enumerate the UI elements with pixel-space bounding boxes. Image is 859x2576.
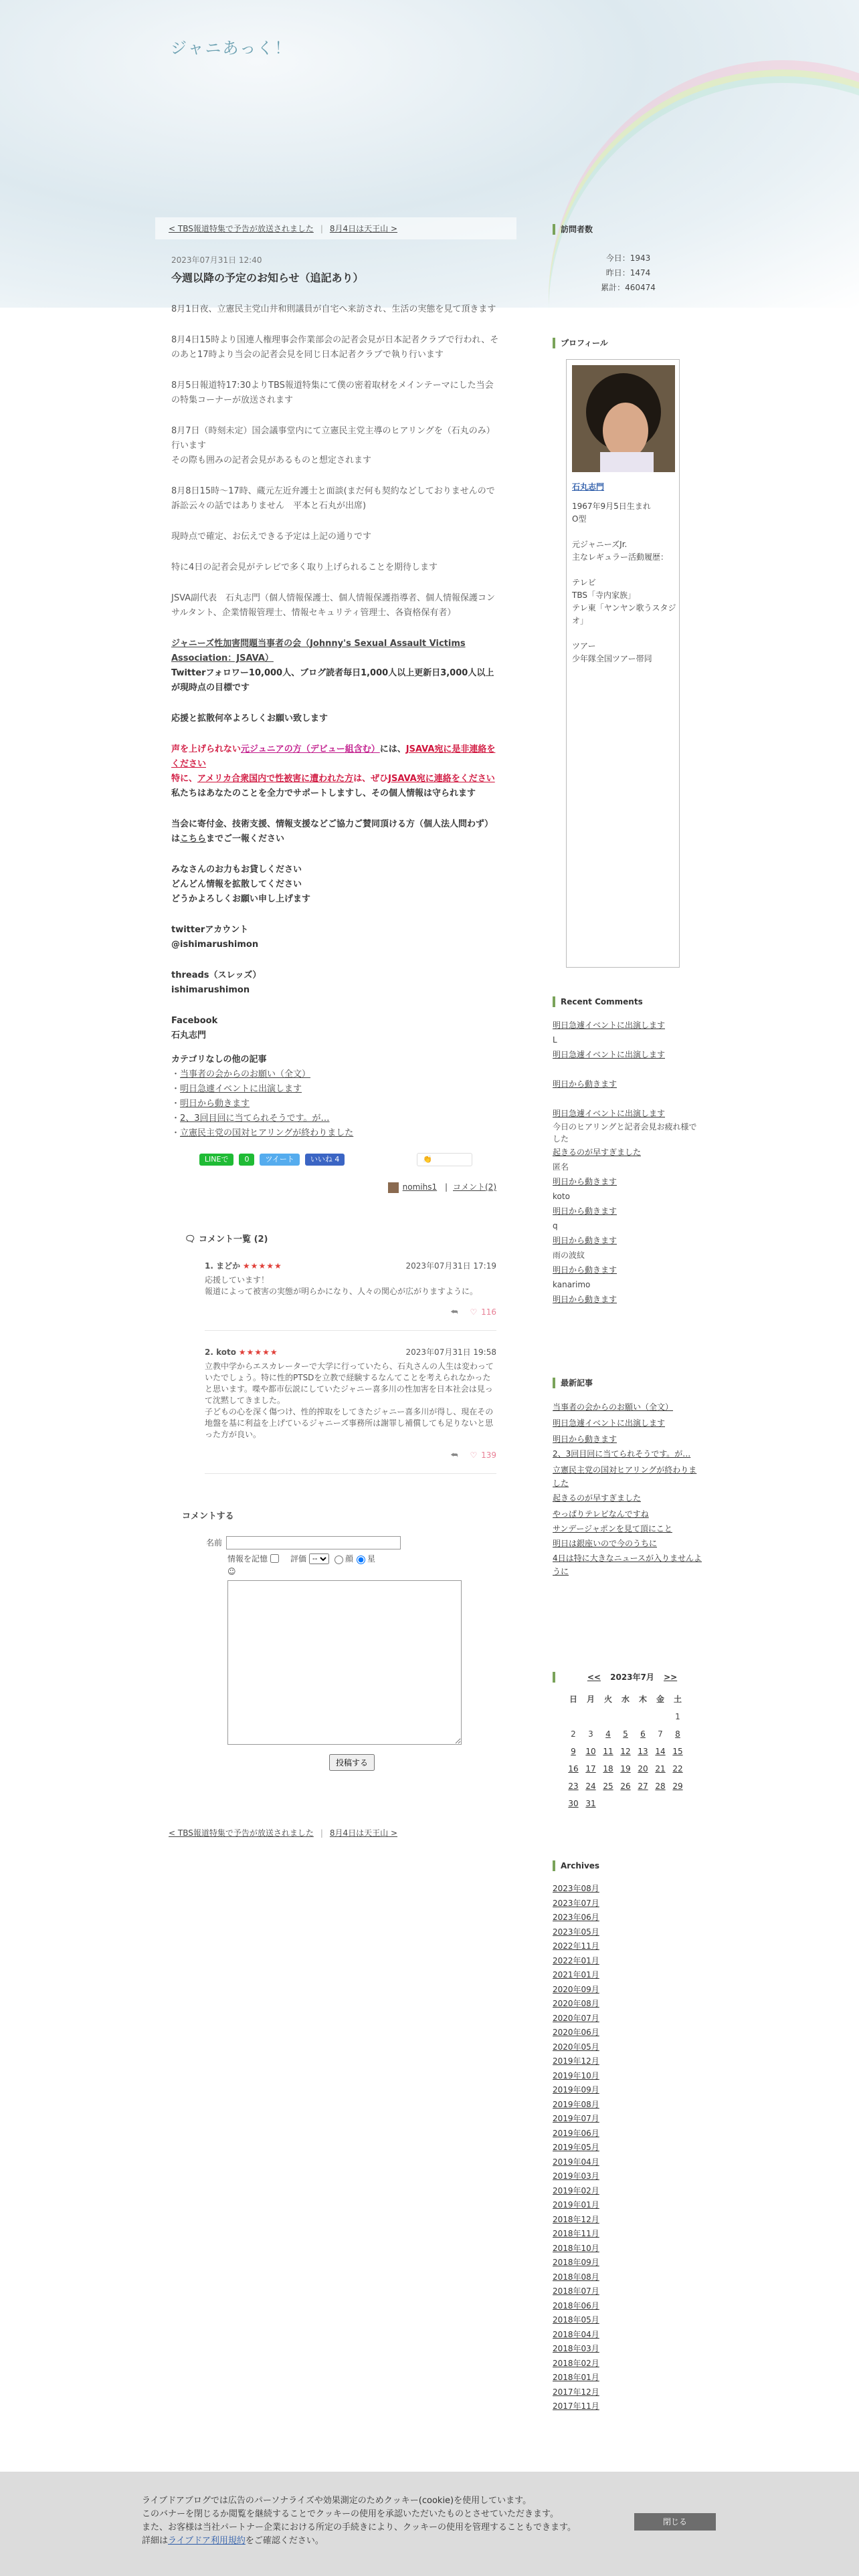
profile-line: テレビ [572,578,596,587]
profile-photo[interactable] [572,365,675,472]
profile-line: 少年隊全国ツアー帯同 [572,654,652,663]
recent-comment-author: koto [553,1192,570,1201]
next-article-link[interactable]: 8月4日は天王山 > [329,224,398,233]
like-count: 116 [481,1307,496,1317]
reaction-count: 1,530 [440,1155,462,1164]
archives-list [553,1882,704,2414]
line-share-button[interactable]: LINEで [199,1154,234,1166]
visits-total: 累計：460474 [601,283,656,292]
comment-name: 2. koto [205,1347,236,1357]
profile-line: 元ジャニーズJr. [572,540,628,549]
weekday-header: 日 [569,1695,577,1704]
rating-stars: ★★★★★ [242,1261,282,1271]
weekday-header: 水 [621,1695,630,1704]
latest-posts-list [553,1399,704,1578]
archive-link[interactable]: 2022年11月 [553,1941,599,1951]
threads-id: ishimarushimon [171,985,250,995]
archive-link[interactable]: 2018年06月 [553,2300,599,2311]
emoji-icon[interactable]: ☺ [227,1566,236,1576]
site-title[interactable]: ジャニあっく！ [171,39,292,58]
rating-label: 評価 [290,1554,307,1564]
cookie-line: ライブドアブログでは広告のパーソナライズや効果測定のためクッキー(cookie)を使用しています。 [142,2496,532,2506]
calendar-day-link[interactable]: 16 [568,1764,579,1774]
paragraph: JSVA副代表 石丸志門（個人情報保護士、個人情報保護指導者、個人情報保護コンサルタント、企業情報管理士、情報セキュリティ管理士、各資格保有者） [171,593,496,618]
visits-today: 今日：1943 [605,253,651,263]
archive-link[interactable]: 2020年05月 [553,2042,599,2052]
calendar-day-link[interactable]: 23 [568,1782,579,1791]
recent-comment-link[interactable]: 明日急遽イベントに出演します [553,1050,666,1059]
comment-name: 1. まどか [205,1261,241,1271]
calendar-day-link[interactable]: 8 [675,1729,680,1739]
archive-link[interactable]: 2018年01月 [553,2373,599,2382]
submit-comment-button[interactable]: 投稿する [329,1754,375,1771]
profile-line: O型 [572,514,587,524]
profile-box [566,359,680,968]
paragraph: 8月5日報道特17:30よりTBS報道特集にて僕の密着取材をメインテーマにした当会の特集コーナーが放送されます [171,381,494,405]
cookie-line: また、お客様は当社パートナー企業における所定の手続きにより、クッキーの使用を管理することもできます。 [142,2523,576,2533]
twitter-id: @ishimarushimon [171,940,259,950]
latest-post-link[interactable]: 起きるのが早すぎました [553,1493,642,1503]
list-item: ・2、3回目回に当てられそうです。が… [171,1113,330,1123]
calendar-day-link[interactable]: 6 [640,1729,646,1739]
terms-link[interactable]: ライブドア利用規約 [168,2536,246,2546]
like-icon[interactable]: ♡ [470,1450,478,1460]
facebook-id: 石丸志門 [171,1031,207,1041]
archive-link[interactable]: 2017年11月 [553,2401,599,2411]
profile-line: テレ東「ヤンヤン歌うスタジオ」 [572,603,676,625]
weekday-header: 木 [638,1695,647,1704]
archives-widget [553,1860,704,2414]
calendar-day-link[interactable]: 17 [585,1764,596,1774]
archive-link[interactable]: 2017年12月 [553,2387,599,2397]
recent-comment-link[interactable]: 明日から動きます [553,1236,617,1245]
comments-title: コメント一覧 (2) [199,1234,268,1245]
share-bar [155,1153,516,1166]
author-avatar [388,1182,399,1193]
main-column [155,217,516,1838]
calendar-day-link[interactable]: 15 [672,1747,683,1756]
calendar-day-link[interactable]: 9 [571,1747,576,1756]
calendar-day: 1 [675,1712,680,1721]
archive-link[interactable]: 2019年02月 [553,2185,599,2195]
comment-item [205,1347,496,1474]
post-date: 2023年07月31日 12:40 [171,255,262,265]
latest-post-link[interactable]: 当事者の会からのお願い（全文） [553,1402,674,1412]
archive-link[interactable]: 2019年08月 [553,2099,599,2109]
calendar-prev-link[interactable]: << [587,1673,601,1682]
list-item: ・当事者の会からのお願い（全文） [171,1069,311,1079]
calendar-title: 2023年7月 [610,1673,654,1682]
profile-line: TBS「寺内家族」 [572,591,636,600]
widget-title: 訪問者数 [553,224,704,235]
related-link[interactable]: 2、3回目回に当てられそうです。が… [180,1113,330,1123]
comment-form-title: コメントする [182,1511,234,1521]
archive-link[interactable]: 2019年10月 [553,2070,599,2080]
jsva-paragraph [171,637,500,666]
facebook-account [171,1014,500,1043]
archive-link[interactable]: 2019年06月 [553,2128,599,2138]
former-junior-link[interactable]: 元ジュニアの方（デビュー組含む） [241,744,380,754]
profile-line: ツアー [572,641,596,651]
visitor-widget [553,224,704,295]
face-label: 顔 [345,1554,354,1564]
comment-textarea[interactable] [227,1580,462,1745]
recent-comment-link[interactable]: 明日から動きます [553,1265,617,1275]
latest-post-link[interactable]: 明日急遽イベントに出演します [553,1418,666,1428]
widget-title: 最新記事 [553,1378,704,1388]
comment-text: 応援しています！ 報道によって被害の実態が明らかになり、人々の関心が広がりますように。 [205,1275,478,1296]
cookie-line: このバナーを閉じるか閲覧を継続することでクッキーの使用を承認いただいたものとさせていただきます。 [142,2509,559,2519]
calendar-widget [553,1672,704,1812]
related-link[interactable]: 当事者の会からのお願い（全文） [180,1069,311,1079]
support-request: 応援と拡散何卒よろしくお願い致します [171,714,328,724]
facebook-like-button[interactable]: いいね 4 [305,1154,345,1166]
latest-post-link[interactable]: 明日から動きます [553,1434,617,1444]
calendar-day: 2 [571,1729,576,1739]
calendar-day-link[interactable]: 30 [568,1799,579,1808]
recent-comment-link[interactable]: 明日急遽イベントに出演します [553,1109,666,1118]
archive-link[interactable]: 2020年07月 [553,2013,599,2023]
closing-lines [171,863,500,907]
weekday-header: 金 [656,1695,664,1704]
recent-comment-link[interactable]: 明日から動きます [553,1177,617,1186]
reply-icon[interactable]: ⮪ [450,1450,458,1460]
separator: | [444,1182,448,1192]
donation-link[interactable]: こちら [180,834,207,844]
comment-form [155,1535,516,1771]
name-label: 名前 [206,1538,223,1547]
closing-line: みなさんのお力もお貸しください [171,865,302,875]
prev-article-link[interactable]: < TBS報道特集で予告が放送されました [169,1828,314,1838]
remember-checkbox[interactable] [270,1554,279,1563]
archive-link[interactable]: 2019年01月 [553,2200,599,2210]
recent-comment-link[interactable]: 明日から動きます [553,1206,617,1216]
text: には、 [379,744,406,754]
call-to-victims [171,742,500,786]
comment-item [205,1261,496,1331]
related-title: カテゴリなしの他の記事 [171,1055,267,1065]
calendar-day-link[interactable]: 13 [638,1747,648,1756]
label: threads（スレッズ） [171,970,262,980]
pager-separator: | [320,224,323,233]
archive-link[interactable]: 2019年05月 [553,2143,599,2152]
archive-link[interactable]: 2018年03月 [553,2344,599,2353]
widget-title: プロフィール [553,338,704,348]
list-item: ・立憲民主党の国対ヒアリングが終わりました [171,1128,354,1138]
paragraph: 特に4日の記者会見がテレビで多く取り上げられることを期待します [171,562,438,572]
archive-link[interactable]: 2019年09月 [553,2085,599,2095]
recent-comment-author: 雨の波紋 [553,1251,585,1260]
latest-post-link[interactable]: 2、3回目回に当てられそうです。が… [553,1449,691,1459]
cookie-banner [0,2472,859,2576]
post-title[interactable]: 今週以降の予定のお知らせ（追記あり） [171,272,364,284]
calendar-day-link[interactable]: 14 [655,1747,666,1756]
name-input[interactable] [226,1536,401,1549]
recent-comment-author: kanarimo [553,1280,591,1289]
calendar-next-link[interactable]: >> [664,1673,678,1682]
weekday-header: 火 [603,1695,612,1704]
star-radio[interactable] [357,1555,365,1564]
archive-link[interactable]: 2018年08月 [553,2272,599,2282]
comment-count-link[interactable]: コメント(2) [453,1182,496,1192]
calendar-day-link[interactable]: 25 [603,1782,613,1791]
related-link[interactable]: 立憲民主党の国対ヒアリングが終わりました [180,1128,354,1138]
prev-article-link[interactable]: < TBS報道特集で予告が放送されました [169,224,314,233]
article-pager-bottom [169,1827,516,1838]
calendar-day-link[interactable]: 4 [605,1729,611,1739]
related-list [171,1067,500,1141]
post-body [171,302,500,1141]
archive-link[interactable]: 2023年08月 [553,1884,599,1893]
visits-yesterday: 昨日：1474 [605,268,651,278]
latest-post-link[interactable]: サンデージャポンを見て頂にこと [553,1524,672,1533]
calendar-day-link[interactable]: 22 [672,1764,683,1774]
red-text: 特に、 [171,774,198,784]
related-link[interactable]: 明日から動きます [180,1099,250,1109]
donation-note [171,817,500,847]
archive-link[interactable]: 2019年04月 [553,2157,599,2167]
paragraph: 8月4日15時より国連人権理事会作業部会の記者会見が日本記者クラブで行われ、そのあと17時より当会の記者会見を同じ日本記者クラブで執り行います [171,335,499,360]
cookie-close-button[interactable]: 閉じる [634,2513,716,2531]
author-line [155,1181,496,1193]
weekday-header: 土 [673,1695,682,1704]
archive-link[interactable]: 2020年08月 [553,1999,599,2008]
rating-stars: ★★★★★ [238,1347,278,1357]
latest-post-link[interactable]: 明日は銀座いので今のうちに [553,1539,658,1548]
author-link[interactable]: nomihs1 [402,1182,438,1192]
paragraph: 8月7日（時刻未定）国会議事堂内にて立憲民主党主導のヒアリングを（石丸のみ）行います その際も囲みの記者会見があるものと想定されます [171,426,495,465]
tweet-button[interactable]: ツイート [260,1154,299,1166]
face-radio[interactable] [335,1555,343,1564]
profile-name-link[interactable]: 石丸志門 [572,482,605,492]
archive-link[interactable]: 2018年12月 [553,2214,599,2224]
jsva-link[interactable]: ジャニーズ性加害問題当事者の会（Johnny's Sexual Assault Victims Association：JSAVA） [171,639,466,663]
cookie-text [142,2494,610,2548]
calendar-table [565,1691,686,1812]
pager-separator: | [320,1828,323,1838]
archive-link[interactable]: 2018年10月 [553,2243,599,2253]
comment-date: 2023年07月31日 19:58 [405,1347,496,1357]
comment-bubble-icon: 🗨 [185,1234,196,1245]
archive-link[interactable]: 2019年07月 [553,2114,599,2123]
calendar-day-link[interactable]: 18 [603,1764,613,1774]
comment-author [205,1261,282,1272]
star-label: 星 [367,1554,376,1564]
threads-account [171,968,500,998]
archive-link[interactable]: 2018年05月 [553,2315,599,2325]
archive-link[interactable]: 2022年01月 [553,1955,599,1965]
archive-link[interactable]: 2018年11月 [553,2229,599,2238]
closing-line: どうかよろしくお願い申し上げます [171,894,311,904]
profile-text [572,500,679,665]
calendar-day: 7 [658,1729,663,1739]
calendar-day-link[interactable]: 26 [620,1782,631,1791]
comment-author [205,1347,278,1358]
text: 詳細は [142,2536,169,2546]
reply-icon[interactable]: ⮪ [450,1307,458,1317]
recent-comment-link[interactable]: 明日から動きます [553,1079,617,1089]
archive-link[interactable]: 2019年12月 [553,2056,599,2066]
recent-comment-link[interactable]: 明日急遽イベントに出演します [553,1021,666,1030]
recent-comment-author: 匿名 [553,1162,569,1172]
twitter-goal: Twitterフォロワー10,000人、ブログ読者毎日1,000人以上更新日3,000人以上が現時点の目標です [171,668,494,693]
archive-link[interactable]: 2018年02月 [553,2358,599,2368]
recent-comment-link[interactable]: 明日から動きます [553,1295,617,1304]
article-pager-top [155,217,516,239]
text: までご一報ください [206,834,285,844]
calendar-day: 3 [588,1729,593,1739]
archive-link[interactable]: 2021年01月 [553,1970,599,1979]
archive-link[interactable]: 2018年09月 [553,2258,599,2267]
calendar-day-link[interactable]: 28 [655,1782,666,1791]
like-count: 139 [481,1450,496,1460]
reaction-count-button[interactable]: 👏 1,530 [417,1153,472,1166]
calendar-day-link[interactable]: 10 [585,1747,596,1756]
comment-text: 立教中学からエスカレーターで大学に行っていたら、石丸さんの人生は変わっていたでしょう。特に性的PTSDを立教で経験するなんてことを考えられなかったと思います。喋や都市伝説にしていたジャニー喜多川の性加害を日本社会は見って沈黙してきました。 子どもの心を深く傷つけ、性的搾取をしてきたジャニー喜多川が得し、現在その地盤を基に利益を上げているジャニーズ事務所は謝罪し補償しても足りないと思った方が良い。 [205,1361,494,1439]
recent-comment-author: 今日のヒアリングと記者会見お疲れ様でした [553,1122,697,1144]
us-victims-link[interactable]: アメリカ合衆国内で性被害に遭われた方 [197,774,354,784]
related-link[interactable]: 明日急遽イベントに出演します [180,1084,302,1094]
profile-widget [553,338,704,968]
archive-link[interactable]: 2020年09月 [553,1984,599,1994]
calendar-header [553,1672,704,1683]
text: 当会に寄付金、技術支援、情報支援などご協力ご賛同頂ける方（個人法人問わず）は [171,819,494,844]
calendar-day-link[interactable]: 11 [603,1747,613,1756]
cookie-line [142,2535,610,2548]
list-item: ・明日急遽イベントに出演します [171,1084,302,1094]
recent-comments-list [553,1018,704,1307]
profile-line: 主なレギュラー活動履歴： [572,552,669,562]
paragraph: 現時点で確定、お伝えできる予定は上記の通りです [171,532,372,542]
archive-link[interactable]: 2023年05月 [553,1927,599,1937]
jsava-contact-link[interactable]: JSAVA宛に是非連絡をください [171,744,496,769]
divider [205,1473,496,1474]
remember-label: 情報を記憶 [227,1554,268,1564]
recent-comment-link[interactable]: 起きるのが早すぎました [553,1148,642,1157]
profile-line: 1967年9月5日生まれ [572,502,651,511]
red-text: は、ぜひ [353,774,389,784]
closing-line: どんどん情報を拡散してください [171,879,302,889]
archive-link[interactable]: 2020年06月 [553,2028,599,2037]
latest-post-link[interactable]: やっぱりテレビなんですね [553,1509,649,1519]
recent-comment-author: L [553,1035,557,1045]
paragraph: 8月8日15時〜17時、蔵元左近弁護士と面談(まだ何も契約などしておりませんので訴訟云々の話ではありません 平本と石丸が出席) [171,486,495,511]
widget-title: Archives [553,1860,704,1871]
line-count-button[interactable]: 0 [239,1154,254,1166]
weekday-header: 月 [586,1695,595,1704]
label: Facebook [171,1016,218,1026]
recent-comments-widget [553,996,704,1307]
calendar-day-link[interactable]: 20 [638,1764,648,1774]
archive-link[interactable]: 2023年06月 [553,1913,599,1922]
latest-posts-widget [553,1378,704,1578]
label: twitterアカウント [171,925,249,935]
text: をご確認ください。 [245,2536,324,2546]
like-icon[interactable]: ♡ [470,1307,478,1317]
calendar-day-link[interactable]: 12 [620,1747,631,1756]
calendar-day-link[interactable]: 27 [638,1782,648,1791]
comments-heading [185,1232,516,1245]
calendar-day-link[interactable]: 31 [585,1799,596,1808]
calendar-day-link[interactable]: 21 [655,1764,666,1774]
latest-post-link[interactable]: 4日は特に大きなニュースが入りませんように [553,1553,702,1576]
recent-comment-author: q [553,1221,558,1230]
next-article-link[interactable]: 8月4日は天王山 > [329,1828,398,1838]
calendar-day-link[interactable]: 19 [620,1764,631,1774]
jsava-contact-link-2[interactable]: JSAVA宛に連絡をください [388,774,495,784]
calendar-day-link[interactable]: 5 [623,1729,628,1739]
comment-date: 2023年07月31日 17:19 [405,1261,496,1271]
rating-select[interactable] [309,1553,329,1564]
latest-post-link[interactable]: 立憲民主党の国対ヒアリングが終わりました [553,1465,697,1488]
archive-link[interactable]: 2023年07月 [553,1898,599,1908]
divider [205,1330,496,1331]
twitter-account [171,923,500,952]
archive-link[interactable]: 2018年04月 [553,2329,599,2339]
list-item: ・明日から動きます [171,1099,250,1109]
archive-link[interactable]: 2019年03月 [553,2171,599,2181]
red-text: 声を上げられない [171,744,242,754]
calendar-day-link[interactable]: 24 [585,1782,596,1791]
paragraph: 8月1日夜、立憲民主党山井和則議員が自宅へ来訪され、生活の実態を見て頂きます [171,304,496,314]
widget-title: Recent Comments [553,996,704,1007]
calendar-day-link[interactable]: 29 [672,1782,683,1791]
archive-link[interactable]: 2018年07月 [553,2286,599,2296]
privacy-note: 私たちはあなたのことを全力でサポートしますし、その個人情報は守られます [171,788,476,798]
